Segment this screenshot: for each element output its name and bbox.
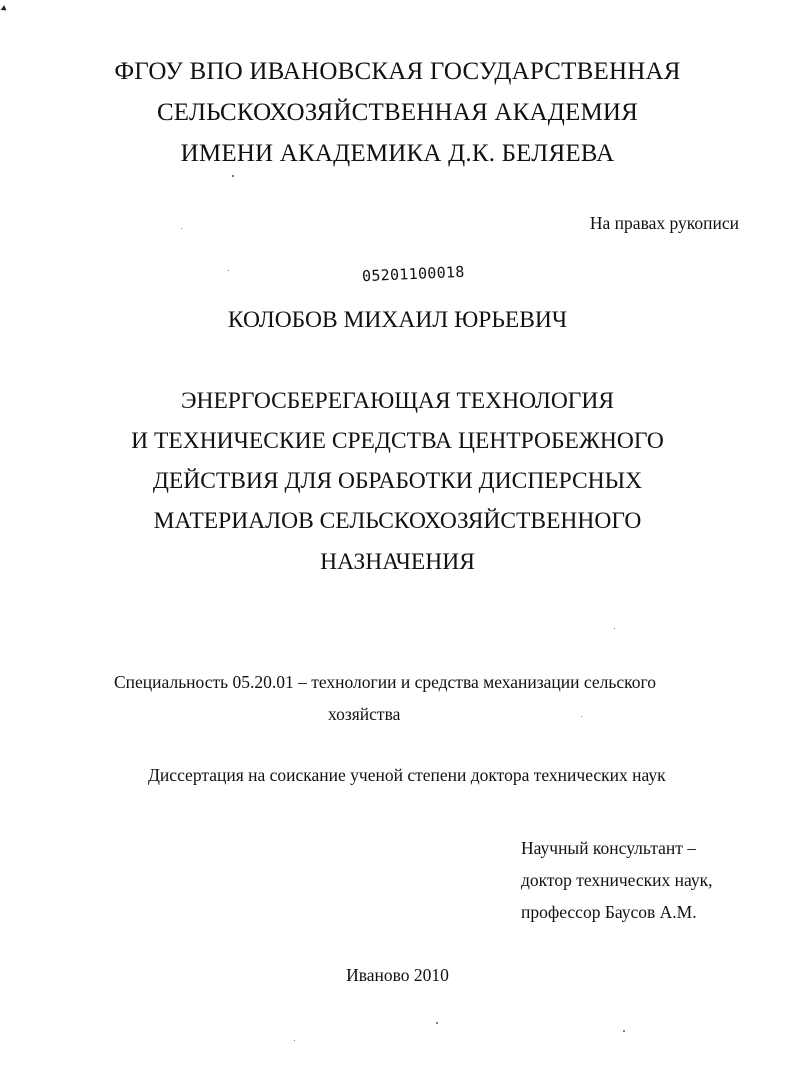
specialty-line-1: Специальность 05.20.01 – технологии и средства механизации сельского <box>114 672 656 692</box>
scan-speck <box>232 175 234 177</box>
author-name: КОЛОБОВ МИХАИЛ ЮРЬЕВИЧ <box>227 307 568 333</box>
manuscript-note: На правах рукописи <box>589 213 739 233</box>
institution-line-1: ФГОУ ВПО ИВАНОВСКАЯ ГОСУДАРСТВЕННАЯ <box>114 58 681 85</box>
scan-speck <box>581 716 582 717</box>
scan-speck <box>294 1040 295 1041</box>
title-line-5: НАЗНАЧЕНИЯ <box>320 549 475 575</box>
degree-statement: Диссертация на соискание ученой степени доктора технических наук <box>148 765 666 785</box>
scan-speck <box>614 628 615 629</box>
scan-speck <box>436 1022 438 1024</box>
title-line-3: ДЕЙСТВИЯ ДЛЯ ОБРАБОТКИ ДИСПЕРСНЫХ <box>152 468 643 494</box>
title-line-4: МАТЕРИАЛОВ СЕЛЬСКОХОЗЯЙСТВЕННОГО <box>153 508 642 534</box>
title-line-1: ЭНЕРГОСБЕРЕГАЮЩАЯ ТЕХНОЛОГИЯ <box>180 388 615 414</box>
title-line-2: И ТЕХНИЧЕСКИЕ СРЕДСТВА ЦЕНТРОБЕЖНОГО <box>131 428 664 454</box>
scan-speck <box>228 270 229 271</box>
place-and-year: Иваново 2010 <box>346 965 449 985</box>
scan-speck <box>623 1030 625 1032</box>
advisor-line-3: профессор Баусов А.М. <box>521 902 697 922</box>
registration-number-stamp: 05201100018 <box>361 262 465 286</box>
specialty-line-2: хозяйства <box>328 704 401 724</box>
institution-line-3: ИМЕНИ АКАДЕМИКА Д.К. БЕЛЯЕВА <box>180 140 615 167</box>
advisor-line-2: доктор технических наук, <box>521 870 713 890</box>
advisor-line-1: Научный консультант – <box>521 838 696 858</box>
scan-speck <box>181 228 182 229</box>
institution-line-2: СЕЛЬСКОХОЗЯЙСТВЕННАЯ АКАДЕМИЯ <box>156 99 639 126</box>
corner-mark-icon <box>1 5 9 13</box>
